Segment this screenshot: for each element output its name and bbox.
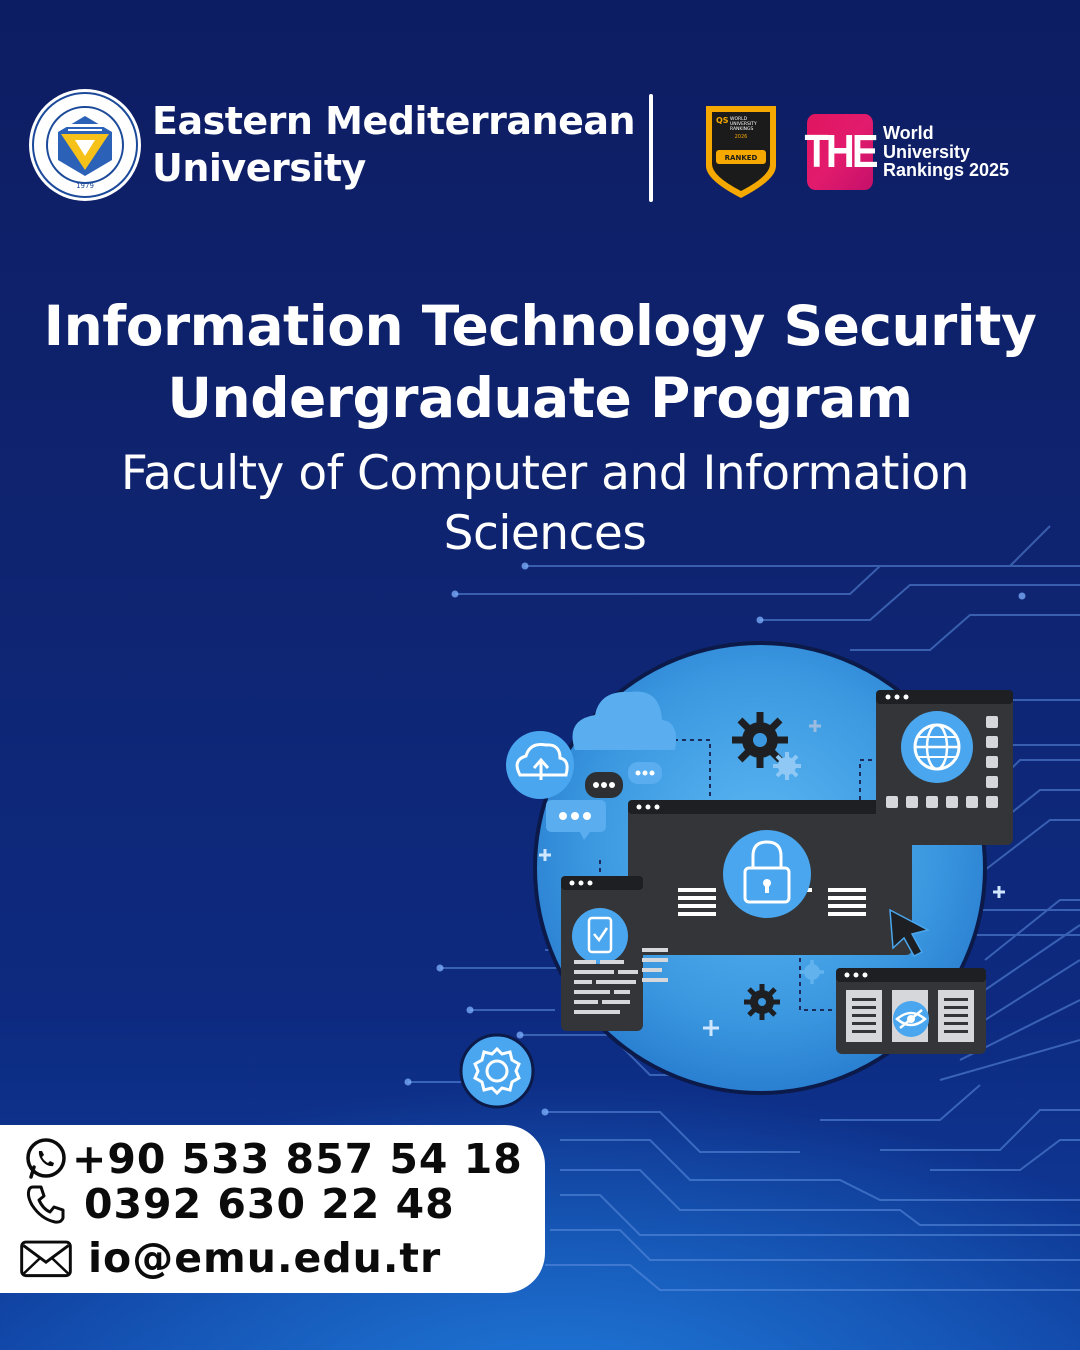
svg-text:1979: 1979 [76, 182, 94, 190]
phone-icon [20, 1178, 72, 1230]
email-address[interactable]: io@emu.edu.tr [88, 1234, 442, 1282]
svg-text:QS: QS [716, 116, 729, 125]
svg-text:RANKINGS: RANKINGS [730, 127, 754, 132]
eye-icon [893, 1001, 929, 1037]
faculty-subtitle-line1: Faculty of Computer and Information [120, 446, 970, 501]
svg-text:RANKED: RANKED [724, 154, 758, 162]
whatsapp-number[interactable]: +90 533 857 54 18 [72, 1135, 523, 1183]
program-title-line1: Information Technology Security [43, 294, 1037, 358]
university-name-line2: University [152, 146, 366, 190]
the-rankings-text [883, 124, 1063, 180]
faculty-subtitle [40, 444, 1050, 564]
header [0, 0, 1080, 240]
settings-icon [461, 1035, 533, 1107]
globe-icon [901, 711, 973, 783]
university-seal-logo [28, 88, 142, 202]
privacy-window [836, 968, 986, 1054]
web-window [876, 690, 1013, 845]
mobile-check-icon [572, 908, 628, 964]
main-browser-window [628, 800, 912, 955]
the-text-line3: Rankings 2025 [883, 160, 1010, 180]
security-illustration [430, 640, 1030, 1120]
university-name-line1: Eastern Mediterranean [152, 99, 636, 143]
university-name [152, 98, 642, 192]
lock-icon [723, 830, 811, 918]
phone-number[interactable]: 0392 630 22 48 [84, 1180, 455, 1228]
faculty-subtitle-line2: Sciences [443, 506, 647, 561]
header-divider [649, 94, 653, 202]
svg-text:WORLD: WORLD [730, 117, 748, 122]
the-logo: THE [807, 114, 873, 190]
program-title-line2: Undergraduate Program [167, 366, 913, 430]
phone-row[interactable] [20, 1178, 455, 1230]
qs-ranking-badge [702, 102, 780, 200]
cloud-upload-icon [506, 731, 574, 799]
svg-text:UNIVERSITY: UNIVERSITY [730, 122, 757, 127]
the-text-line2: University [883, 141, 971, 162]
gear-small-icon [773, 752, 801, 780]
mail-icon [20, 1232, 72, 1284]
gear-bottom-icon [744, 984, 780, 1020]
the-text-line1: World [883, 123, 934, 143]
svg-text:2026: 2026 [734, 134, 748, 140]
program-title [0, 290, 1080, 434]
email-row[interactable] [20, 1232, 441, 1284]
